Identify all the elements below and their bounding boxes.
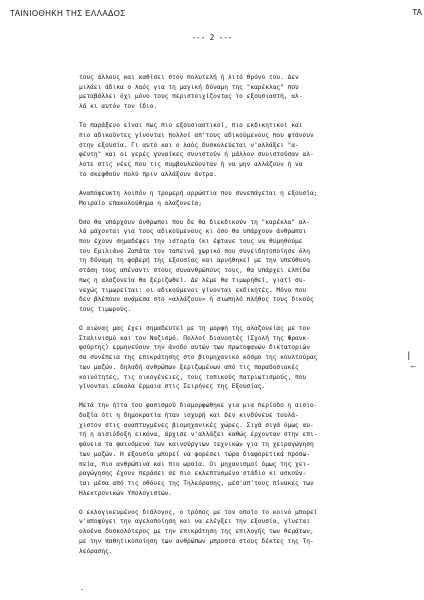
text-line: το σκεφθούν πολύ πριν αλλάξουν άντρα. (79, 170, 217, 178)
text-line: ται μέσα από τις οθόνες της Τηλεόρασης, μέσ'απ'τους πίνακες των (79, 479, 314, 487)
text-line: Όσο θα υπάρχουν άνθρωποι που δε θα διεκδικούν τη "καρέκλα" αλ- (79, 218, 310, 226)
text-line: δοξία ότι η δημοκρατία ήταν ισχυρή και δεν κινδύνευε τουλά- (79, 412, 299, 420)
text-line: φούρτης) ερμηνεύουν την άνοδο αυτών των πρωτοφανών δικτατοριών (79, 344, 310, 352)
text-line: Ηλεκτρονικών Υπολογιστών. (79, 489, 173, 497)
text-line: ολοένα δυσκολότερος με την επικράτηση της επιλογής των θεμάτων, (79, 528, 314, 536)
text-line: χιστον στις αναπτυγμένες βιομηχανικές χώρες. Σιγά σιγά όμως αυ- (79, 421, 314, 429)
margin-bar-mark: | (407, 350, 410, 360)
text-line: στην εξουσία. Γι αυτό και ο λαός δυσκολεύεται ν'αλλάξει "α- (79, 141, 299, 149)
text-line: φάνεια τα φαινόμενα των καινούργιων τεχνικών για τη χειραγώγηση (79, 441, 314, 449)
document-body (79, 73, 399, 566)
paragraph (79, 401, 399, 498)
margin-arrow-mark: ← (409, 360, 418, 370)
text-line: των μαζών. δηλαδή ανθρώπων ξεριζωμένων από τις παραδοσιακές (79, 363, 299, 371)
text-line: νεχώς τιμωρείται: οι αδικούμενοι γίνονται εκδικητές. Μόνο που (79, 286, 307, 294)
text-line: Το παράξενο είναι πως πιο εξουσιαστικοί, πιο εκδικητικοί και (79, 122, 303, 130)
text-line: λεόρασης. (79, 547, 113, 555)
paragraph (79, 508, 399, 557)
paragraph (79, 121, 399, 179)
paragraph (79, 218, 399, 315)
text-line: τη δύναμη τη φοβερή της εξουσίας και αρνήθηκε) με την υπεύθυνη (79, 257, 310, 265)
paragraph (79, 324, 399, 392)
text-line: των μαζών. Η εξουσία μπορεί να φορέσει τώρα διαφορετικά πρόσω- (79, 450, 310, 458)
text-line: τους τιμωρούς. (79, 305, 132, 313)
text-line: λοτε στις νέες που τις συμβουλεύονταν ή να μην αλλάζουν ή να (79, 161, 303, 169)
text-line: τους άλλους και καθίσει στον πολυτελή ή λιτό θρόνο του. Δεν (79, 74, 299, 81)
text-line: Ο εκλογικευμένος διάλογος, ο τρόπος με τον οποίο το κοινό μπορεί (79, 508, 318, 516)
bottom-dot: · (80, 586, 85, 594)
text-line: Μετά την ήττα του φασισμού διαμορφώθηκε για μια περίοδο η αισιο- (79, 402, 318, 410)
text-line: πως η αλαζονεία θα ξεριζωθεί. Δε λέμε θα τιμωρηθεί, γιατί συ- (79, 276, 307, 284)
archive-header: ΤΑΙΝΙΟΘΗΚΗ ΤΗΣ ΕΛΛΑΔΟΣ (10, 9, 126, 18)
text-line: λά κι αυτόν τον ίδιο. (79, 103, 158, 111)
text-line: μεταβάλλει όχι μόνο τους περιστοιχίζοντας το εξουσιαστή, αλ- (79, 93, 303, 101)
text-line: πιο αδικούντες γίνονται πολλοί απ'τους αδικούμενους που φτάνουν (79, 131, 314, 139)
text-line: που έχουν σημαδέψει την ιστορία (κι έφτανε τους να θυμηθούμε (79, 238, 303, 246)
text-line: ν'αποφύγει την αγελοποίηση και να ελέγξει την εξουσία, γίνεται (79, 518, 310, 526)
text-line: γίνονται εύκολα έρμαια στις Σειρήνες της Εξουσίας. (79, 383, 266, 391)
text-line: πεία, πιο ανθρώπινα και πιο ωραία. Οι μηχανισμοί όμως της χει- (79, 460, 310, 468)
text-line: τον Εμιλιάνο Ζαπάτα τον ταπεινό χωρικό που συνειδητοποίησε όλη (79, 247, 310, 255)
text-line: φέντη" και οι γερές γυναίκες συνιστούν ή μάλλον συνιστούσαν αλ- (79, 151, 314, 159)
text-line: Ο αιώνας μας έχει σημαδευτεί με τη μορφή της αλαζονείας με τον (79, 325, 310, 333)
text-line: σα συνέπεια της επικράτησης στο βιομηχανικό κόσμο της κουλτούρας (79, 354, 318, 362)
text-line: μιλάει άδικα ο λαός για τη μαγική δύναμη της "καρέκλας" που (79, 83, 299, 91)
text-line: ραγώγησης έχουν περάσει σε πιο εκλεπτυσμένο στάδιο κι ασκούν- (79, 470, 307, 478)
text-line: Αναπόφευκτη λοιπόν η τρομερή αρρώστια που συνεπάγεται η εξουσία; (79, 189, 318, 197)
text-line: Μοιραίο επακολούθημα η αλαζονεία; (79, 199, 202, 207)
text-line: Σταλινισμό και τον Ναζισμό. Πολλοί διανοητές (Σχολή της Φρανκ- (79, 334, 310, 342)
text-line: κοινότητες, τις οικογένειες, τους τοπικούς πατριωτισμούς, που (79, 373, 307, 381)
corner-fragment: ΤΑ (412, 8, 422, 17)
paragraph (79, 189, 399, 208)
page-number: --- 2 --- (191, 33, 233, 42)
paragraph (79, 73, 399, 112)
text-line: δεν βλέπουν ανάμεσα στο «αλλάζουν» ή σιωπηλό πλήθος τους δικούς (79, 296, 314, 304)
text-line: λά μάχονται για τους αδικούμενους κι όσο θα υπάρχουν άνθρωποι (79, 228, 307, 236)
text-line: τή η αισιόδοξη εικόνα, άρχισε ν'αλλάζει καθώς έρχονταν στην επι- (79, 431, 318, 439)
text-line: με την παθητικοποίηση των ανθρώπων μπροστά στους δέκτες της Τη- (79, 537, 314, 545)
text-line: στάση τους απέναντι στους συνανθρώπους τους, θα υπάρχει ελπίδα (79, 267, 310, 275)
